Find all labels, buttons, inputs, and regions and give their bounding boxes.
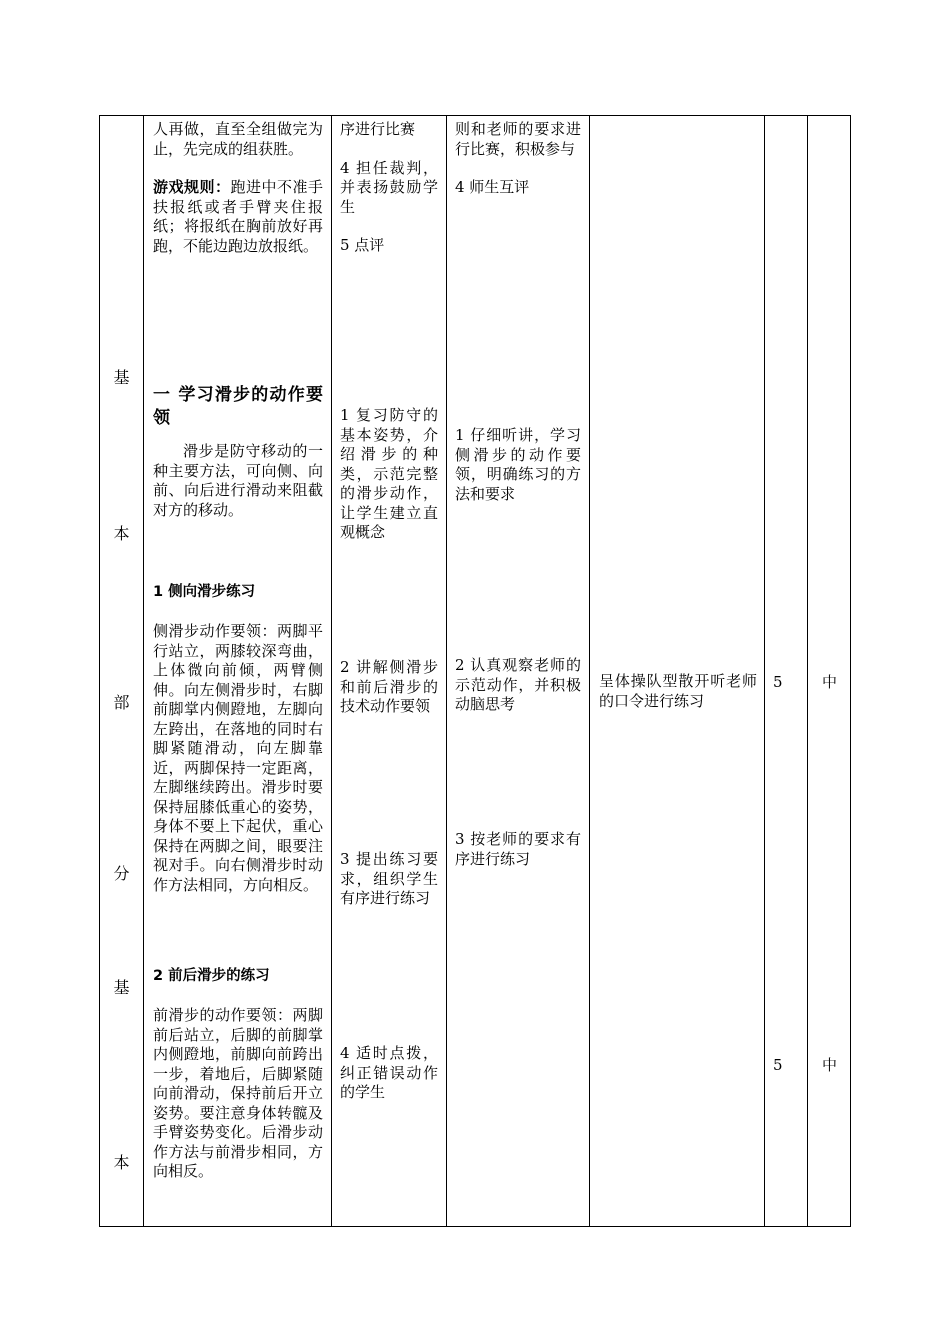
- intensity-value: 中: [822, 1056, 838, 1074]
- game-rules: [153, 178, 323, 256]
- student-cell: [455, 120, 581, 198]
- student-item: 3 按老师的要求有序进行练习: [455, 830, 581, 868]
- rules-text: 跑进中不准手扶报纸或者手臂夹住报纸；将报纸在胸前放好再跑，不能边跑边放报纸。: [153, 178, 323, 255]
- student-cell: [455, 656, 581, 715]
- teacher-cell: [340, 658, 438, 717]
- section-char: 基: [113, 368, 130, 387]
- teacher-cell: [340, 850, 438, 909]
- side-slide-text: 侧滑步动作要领：两脚平行站立，两膝较深弯曲，上体微向前倾，两臂侧伸。向左侧滑步时，右脚前脚掌内侧蹬地，左脚向左跨出，在落地的同时右脚紧随滑动，向左脚靠近，两脚保持一定距离，左脚继续跨出。滑步时要保持屈膝低重心的姿势，身体不要上下起伏，重心保持在两脚之间，眼要注视对手。向右侧滑步时动作方法相同，方向相反。: [153, 622, 323, 894]
- intensity-value: 中: [822, 673, 838, 691]
- content-cell-side-slide: [153, 582, 323, 895]
- column-divider: [143, 116, 144, 1226]
- organization-text: 呈体操队型散开听老师的口令进行练习: [599, 672, 757, 710]
- content-cell-technique: [153, 384, 323, 520]
- teacher-item: 5 点评: [340, 236, 385, 254]
- content-cell-front-back-slide: [153, 966, 323, 1182]
- content-cell: [153, 120, 323, 256]
- section-heading: 一 学习滑步的动作要领: [153, 385, 323, 428]
- section-char: 本: [113, 1153, 130, 1172]
- column-divider: [764, 116, 765, 1226]
- time-value: 5: [773, 673, 783, 691]
- column-divider: [446, 116, 447, 1226]
- teacher-item: 3 提出练习要求，组织学生有序进行练习: [340, 850, 438, 907]
- subheading-side-slide: 1 侧向滑步练习: [153, 584, 256, 600]
- teacher-item: 4 担任裁判，并表扬鼓励学生: [340, 158, 438, 216]
- organization-cell: [599, 672, 757, 711]
- teacher-cell: [340, 1044, 438, 1103]
- front-back-slide-text: 前滑步的动作要领：两脚前后站立，后脚的前脚掌内侧蹬地，前脚向前跨出一步，着地后，后脚紧随向前滑动，保持前后开立姿势。要注意身体转髋及手臂姿势变化。后滑步动作方法与前滑步相同，方向相反。: [153, 1006, 323, 1180]
- subheading-front-back-slide: 2 前后滑步的练习: [153, 968, 270, 984]
- student-cell: [455, 426, 581, 504]
- teacher-cell: [340, 406, 438, 543]
- teacher-item: 1 复习防守的基本姿势，介绍滑步的种类，示范完整的滑步动作，让学生建立直观概念: [340, 406, 438, 541]
- student-item: 2 认真观察老师的示范动作，并积极动脑思考: [455, 656, 581, 713]
- intro-paragraph: 滑步是防守移动的一种主要方法，可向侧、向前、向后进行滑动来阻截对方的移动。: [153, 442, 323, 519]
- column-divider: [807, 116, 808, 1226]
- student-item: 1 仔细听讲，学习侧滑步的动作要领，明确练习的方法和要求: [455, 426, 581, 503]
- lesson-plan-table: [99, 115, 851, 1227]
- column-divider: [331, 116, 332, 1226]
- time-value: 5: [773, 1056, 783, 1074]
- teacher-item: 序进行比赛: [340, 120, 416, 138]
- teacher-item: 2 讲解侧滑步和前后滑步的技术动作要领: [340, 658, 438, 715]
- teacher-cell: [340, 120, 438, 256]
- column-divider: [589, 116, 590, 1226]
- student-cell: [455, 830, 581, 869]
- game-description: 人再做，直至全组做完为止，先完成的组获胜。: [153, 120, 323, 158]
- section-char: 基: [113, 978, 130, 997]
- teacher-item: 4 适时点拨，纠正错误动作的学生: [340, 1044, 438, 1101]
- student-item: 则和老师的要求进行比赛，积极参与: [455, 120, 581, 158]
- rules-label: 游戏规则：: [153, 178, 231, 196]
- section-char: 本: [113, 524, 130, 543]
- section-char: 部: [113, 693, 130, 712]
- student-item: 4 师生互评: [455, 178, 530, 196]
- section-char: 分: [113, 864, 130, 883]
